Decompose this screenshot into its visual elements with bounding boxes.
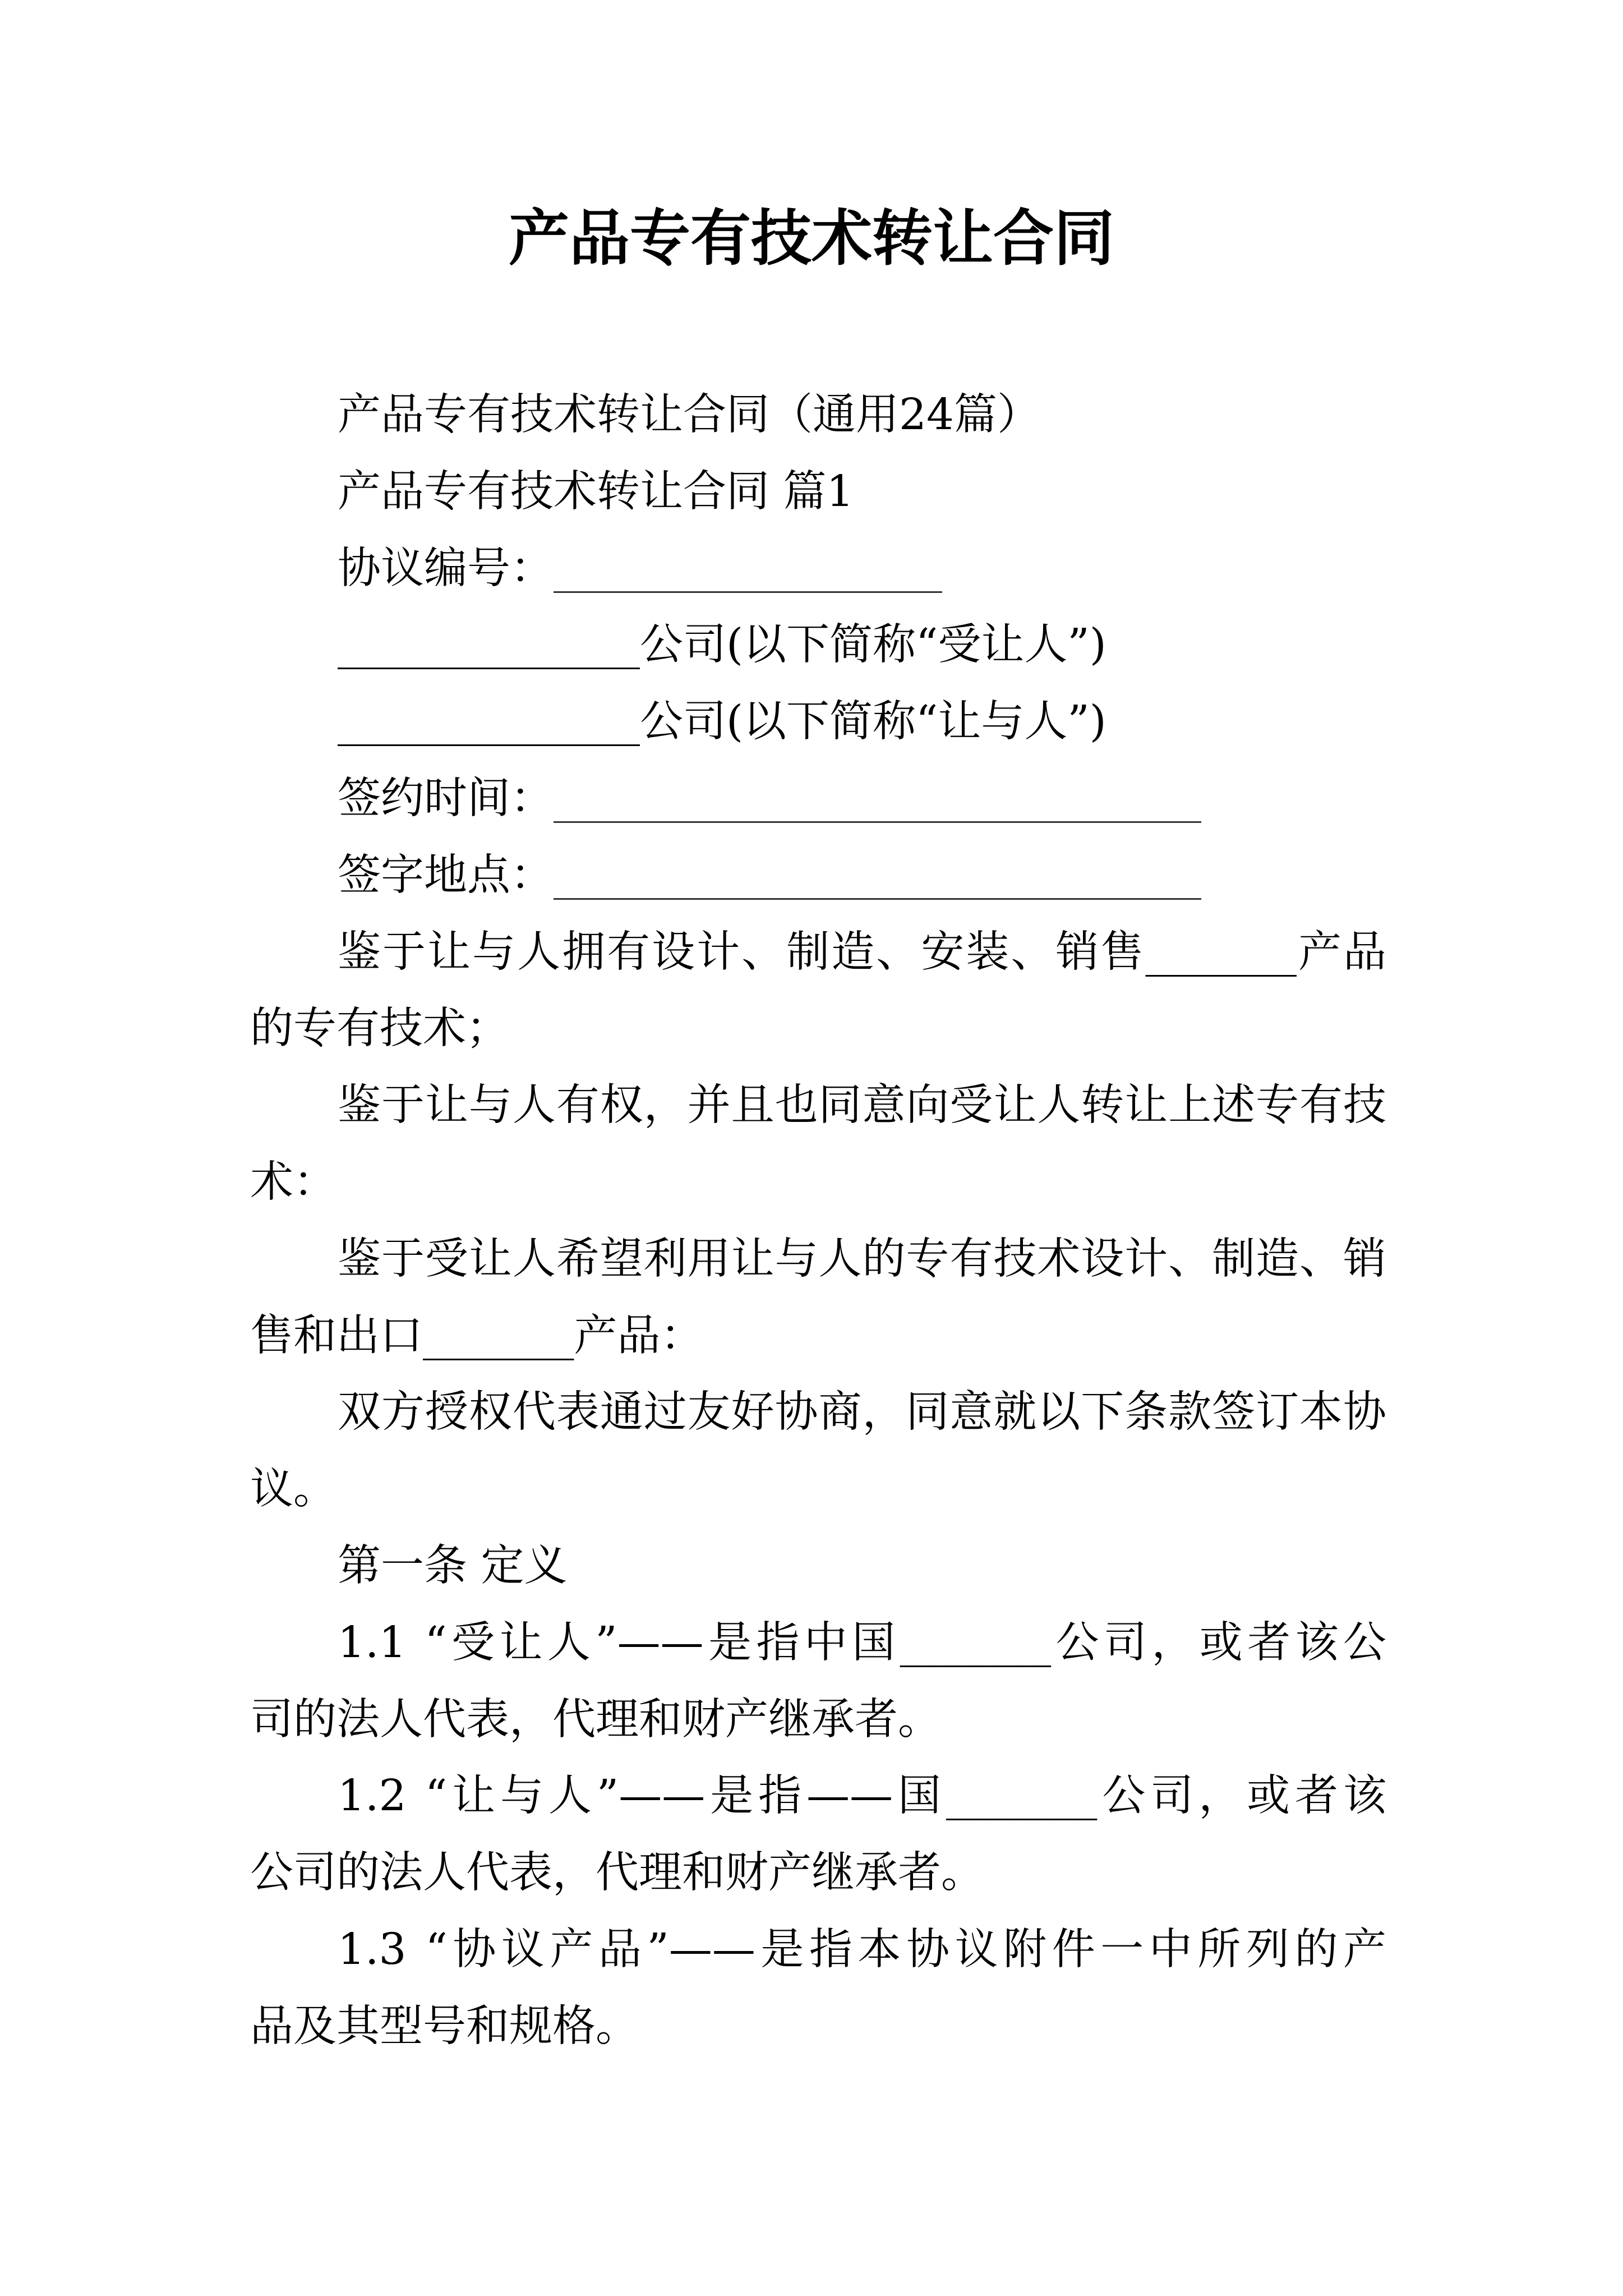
clause-1-3 (250, 1912, 1386, 2065)
recital-4-line-1: 双方授权代表通过友好协商，同意就以下条款签订本协 (338, 1387, 1386, 1438)
recital-3-line-2: 售和出口_______产品： (250, 1310, 704, 1361)
collection-title: 产品专有技术转让合同（通用24篇） (338, 390, 1040, 440)
signing-date-field (250, 761, 1386, 838)
clause-1-2 (250, 1758, 1386, 1912)
clause-1-1-line-2: 司的法人代表，代理和财产继承者。 (250, 1694, 941, 1745)
recital-3 (250, 1221, 1386, 1375)
clause-1-3-line-1: 1.3 “协议产品”——是指本协议附件一中所列的产 (338, 1924, 1386, 1975)
recital-1-line-2: 的专有技术； (250, 1004, 509, 1054)
signing-place-blank: ______________________________ (554, 850, 1201, 900)
assignee-line: ______________公司(以下简称“受让人”) (338, 620, 1106, 670)
recital-1 (250, 914, 1386, 1068)
signing-date-blank: ______________________________ (554, 773, 1201, 823)
agreement-number-blank: __________________ (554, 543, 942, 593)
recital-4-line-2: 议。 (250, 1464, 336, 1515)
recital-2 (250, 1068, 1386, 1221)
agreement-number-label: 协议编号： (338, 543, 554, 593)
recital-2-line-1: 鉴于让与人有权，并且也同意向受让人转让上述专有技 (338, 1080, 1386, 1131)
document-title: 产品专有技术转让合同 (508, 203, 1114, 274)
clause-1-3-line-2: 品及其型号和规格。 (250, 2001, 639, 2051)
signing-place-label: 签字地点： (338, 850, 554, 900)
clause-1-1 (250, 1605, 1386, 1759)
assignor-line: ______________公司(以下简称“让与人”) (338, 697, 1106, 747)
signing-date-label: 签约时间： (338, 773, 554, 823)
recital-4 (250, 1374, 1386, 1528)
agreement-number-field (250, 531, 1386, 608)
article-1-heading: 第一条 定义 (338, 1540, 568, 1591)
recital-2-line-2: 术： (250, 1157, 336, 1207)
part-title: 产品专有技术转让合同 篇1 (338, 466, 854, 517)
document-body (250, 377, 1386, 2065)
clause-1-2-line-1: 1.2 “让与人”——是指——国_______公司，或者该 (338, 1771, 1386, 1821)
signing-place-field (250, 838, 1386, 914)
clause-1-2-line-2: 公司的法人代表，代理和财产继承者。 (250, 1848, 984, 1898)
recital-3-line-1: 鉴于受让人希望利用让与人的专有技术设计、制造、销 (338, 1234, 1386, 1284)
clause-1-1-line-1: 1.1 “受让人”——是指中国_______公司，或者该公 (338, 1617, 1386, 1668)
recital-1-line-1: 鉴于让与人拥有设计、制造、安装、销售_______产品 (338, 927, 1386, 977)
